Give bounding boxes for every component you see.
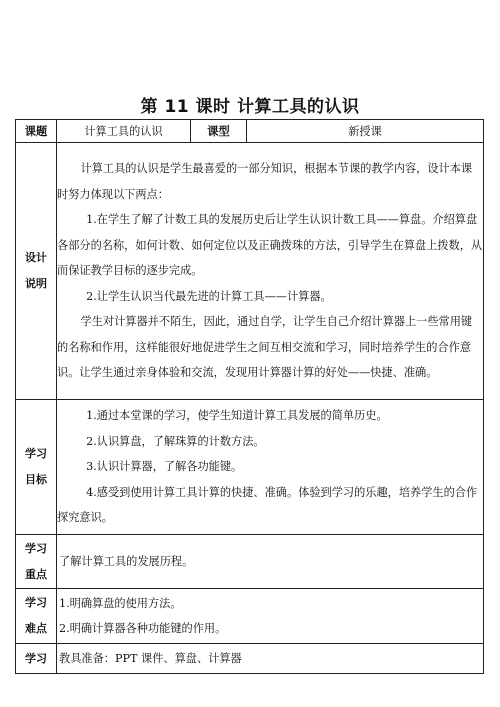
topic-value: 计算工具的认识 <box>57 120 191 143</box>
difficulty-row <box>16 589 484 644</box>
difficulty-item-1: 1.明确算盘的使用方法。 <box>59 596 182 610</box>
difficulty-label <box>16 589 57 644</box>
focus-text: 了解计算工具的发展历程。 <box>59 554 194 568</box>
goal-item-4: 4.感受到使用计算工具计算的快捷、准确。体验到学习的乐趣，培养学生的合作探究意识。 <box>57 485 478 525</box>
design-content <box>57 143 484 400</box>
difficulty-label-line2: 难点 <box>25 622 47 635</box>
design-label-line1: 设计 <box>25 251 47 264</box>
focus-content <box>57 535 484 589</box>
header-row <box>16 120 484 143</box>
design-paragraph-2: 1.在学生了解了计数工具的发展历史后让学生认识计数工具——算盘。介绍算盘各部分的名称，如何计数、如何定位以及正确拨珠的方法，引导学生在算盘上拨数，从而保证教学目标的逐步完成。 <box>57 213 483 278</box>
goal-item-1: 1.通过本堂课的学习，使学生知道计算工具发展的简单历史。 <box>86 409 388 423</box>
focus-label-line1: 学习 <box>25 541 47 555</box>
design-paragraph-1: 计算工具的认识是学生最喜爱的一部分知识，根据本节课的教学内容，设计本课时努力体现以下两点： <box>57 162 473 201</box>
design-paragraph-4: 学生对计算器并不陌生，因此，通过自学，让学生自己介绍计算器上一些常用键的名称和作用，这样能很好地促进学生之间互相交流和学习，同时培养学生的合作意识。让学生通过亲身体验和交流，发现用计算器计算的好处——快捷、准确。 <box>57 315 473 380</box>
page-title: 第 11 课时 计算工具的认识 <box>140 97 360 117</box>
design-label-line2: 说明 <box>25 277 47 290</box>
focus-label <box>16 535 57 589</box>
goals-row <box>16 400 484 535</box>
goal-item-2: 2.认识算盘，了解珠算的计数方法。 <box>86 434 265 448</box>
lesson-plan-table <box>15 119 484 674</box>
focus-row <box>16 535 484 589</box>
type-value: 新授课 <box>247 120 484 143</box>
difficulty-item-2: 2.明确计算器各种功能键的作用。 <box>59 622 227 635</box>
design-row <box>16 143 484 400</box>
goal-item-3: 3.认识计算器，了解各功能键。 <box>86 460 243 474</box>
goals-label-line2: 目标 <box>25 473 47 486</box>
prep-content <box>57 644 484 674</box>
topic-label: 课题 <box>16 120 57 143</box>
focus-label-line2: 重点 <box>25 567 47 581</box>
type-label: 课型 <box>191 120 247 143</box>
prep-label: 学习 <box>16 644 57 674</box>
difficulty-label-line1: 学习 <box>25 596 47 609</box>
prep-text: 教具准备：PPT 课件、算盘、计算器 <box>59 651 242 665</box>
design-paragraph-3: 2.让学生认识当代最先进的计算工具——计算器。 <box>86 289 332 303</box>
design-label <box>16 143 57 400</box>
goals-content <box>57 400 484 535</box>
goals-label <box>16 400 57 535</box>
goals-label-line1: 学习 <box>25 447 47 460</box>
difficulty-content <box>57 589 484 644</box>
prep-row <box>16 644 484 674</box>
